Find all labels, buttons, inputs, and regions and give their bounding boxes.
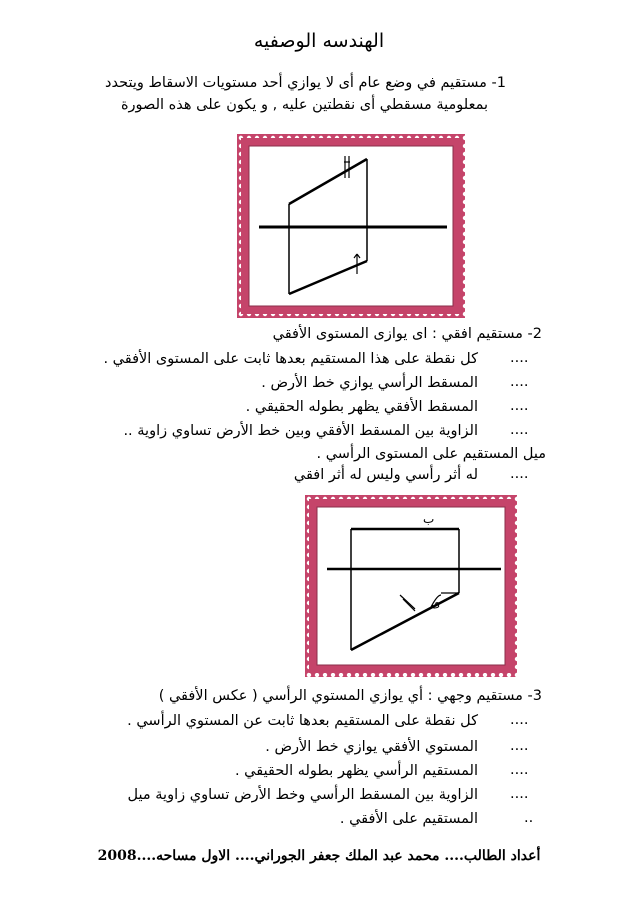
section2-continuation: ميل المستقيم على المستوى الرأسي . [316,446,546,462]
bullet-dots: .... [510,350,529,366]
fig2-top-label: ب [423,512,435,526]
bullet-dots: .... [510,374,529,390]
bullet-dots: .... [510,762,529,778]
section2-item-1: كل نقطة على هذا المستقيم بعدها ثابت على المستوى الأفقي . [103,351,478,367]
bullet-dots: .... [510,422,529,438]
figure-1-stamp [237,134,465,318]
fig2-angle-label: ى [431,596,441,610]
section3-item-2: المستوي الأفقي يوازي خط الأرض . [265,739,478,755]
page-title: الهندسه الوصفيه [253,30,385,52]
section2-item-2: المسقط الرأسي يوازي خط الأرض . [261,375,478,391]
bullet-dots: .... [510,398,529,414]
bullet-dots: .... [510,466,529,482]
section2-item-4: الزاوية بين المسقط الأفقي وبين خط الأرض تساوي زاوية .. [123,423,478,439]
section3-heading: 3- مستقيم وجهي : أي يوازي المستوي الرأسي ( عكس الأفقي ) [158,688,542,704]
figure-2-stamp [305,495,517,677]
bullet-dots: .... [510,738,529,754]
section2-item-3: المسقط الأفقي يظهر بطوله الحقيقي . [245,399,478,415]
footer-credit: أعداد الطالب.... محمد عبد الملك جعفر الجوراني.... الاول مساحه....2008 [97,848,541,864]
section1-line1: 1- مستقيم في وضع عام أى لا يوازي أحد مستويات الاسقاط ويتحدد [105,75,506,91]
section3-item-4: الزاوية بين المسقط الرأسي وخط الأرض تساوي زاوية ميل [127,787,478,803]
section2-item-5: له أثر رأسي وليس له أثر افقي [293,467,478,483]
section3-continuation: المستقيم على الأفقي . [339,811,478,827]
section2-heading: 2- مستقيم افقي : اى يوازى المستوى الأفقي [272,326,542,342]
bullet-dots: .... [510,786,529,802]
bullet-dots: .... [510,712,529,728]
section3-item-1: كل نقطة على المستقيم بعدها ثابت عن المستوي الرأسي . [127,713,478,729]
section3-item-3: المستقيم الرأسي يظهر بطوله الحقيقي . [234,763,478,779]
bullet-dots-short: .. [524,810,534,826]
section1-line2: بمعلومية مسقطي أى نقطتين عليه , و يكون على هذه الصورة [120,97,488,113]
